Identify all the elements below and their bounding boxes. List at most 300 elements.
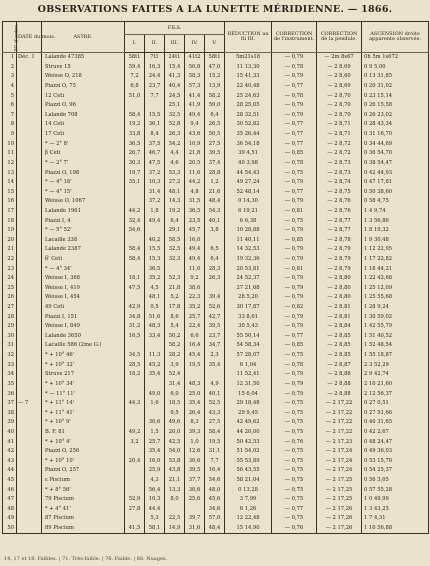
table-row (3, 514, 429, 524)
row-reduction: 29 9,45 (225, 409, 272, 419)
row-reduction: 57 28,07 (225, 351, 272, 361)
row-fil-5: 35,4 (205, 361, 225, 371)
row-fil-4: 49,4 (185, 255, 205, 265)
row-fil-2: 49,0 (145, 389, 165, 399)
row-fil-3: 6,4 (165, 216, 185, 226)
row-reduction: 6 1,04 (225, 361, 272, 371)
row-corr-pend: — 2 8,76 (317, 207, 362, 217)
row-fil-3: 6,0 (165, 389, 185, 399)
row-date (17, 72, 42, 82)
table-row (3, 168, 429, 178)
row-date (17, 111, 42, 121)
table-row (3, 72, 429, 82)
row-fil-5: 13,9 (205, 82, 225, 92)
row-corr-inst: — 0,79 (272, 389, 317, 399)
row-number: 11 (3, 149, 17, 159)
row-star: Piazzi I, 151 (42, 312, 125, 322)
table-row (3, 476, 429, 486)
row-ascension: 0 53 15,70 (362, 457, 429, 467)
row-reduction: 50 42,53 (225, 437, 272, 447)
row-fil-1: 41,5 (125, 524, 145, 534)
row-fil-4: 30,6 (185, 485, 205, 495)
row-ascension: 0 36 54,70 (362, 149, 429, 159)
row-fil-3: 19,2 (165, 207, 185, 217)
table-row (3, 178, 429, 188)
row-fil-1: 44,2 (125, 207, 145, 217)
row-fil-1: 36,5 (125, 139, 145, 149)
row-fil-2: 4,5 (145, 284, 165, 294)
row-fil-1: 7,2 (125, 72, 145, 82)
row-fil-4: 16,4 (185, 341, 205, 351)
table-row (3, 236, 429, 246)
row-fil-1: 58t1 (125, 53, 145, 63)
row-fil-1: 42,9 (125, 303, 145, 313)
row-star: Piazzi O, 96 (42, 101, 125, 111)
row-fil-1: 34,5 (125, 351, 145, 361)
row-date (17, 485, 42, 495)
row-fil-1: 30,3 (125, 159, 145, 169)
row-ascension: 1 28 9,24 (362, 303, 429, 313)
row-date (17, 149, 42, 159)
row-corr-inst: — 0,79 (272, 178, 317, 188)
row-fil-2: 40,2 (145, 236, 165, 246)
row-fil-3: 20,0 (165, 428, 185, 438)
row-number: 13 (3, 168, 17, 178)
row-fil-2: 45,2 (145, 361, 165, 371)
row-number: 4 (3, 82, 17, 92)
row-corr-pend: — 2 17,24 (317, 466, 362, 476)
row-fil-2 (145, 101, 165, 111)
row-fil-2: 30,6 (145, 418, 165, 428)
row-reduction: 12 31,50 (225, 380, 272, 390)
row-star: Piazzi I, 4 (42, 216, 125, 226)
row-corr-pend: — 2 17,24 (317, 447, 362, 457)
row-reduction: 55 53,89 (225, 457, 272, 467)
row-star: * + 11° 41' (42, 409, 125, 419)
row-corr-pend: — 2 17,22 (317, 409, 362, 419)
table-row (3, 207, 429, 217)
row-ascension: 1 55 18,87 (362, 351, 429, 361)
row-ascension: 0 9 5,00 (362, 63, 429, 73)
row-number: 39 (3, 418, 17, 428)
row-fil-4: 11,0 (185, 264, 205, 274)
row-ascension: 1 25 12,09 (362, 284, 429, 294)
row-fil-5: 26,5 (205, 120, 225, 130)
row-fil-2: 11,3 (145, 351, 165, 361)
row-fil-5: 39,5 (205, 322, 225, 332)
row-number: 36 (3, 389, 17, 399)
row-star: Weisse I, 419 (42, 284, 125, 294)
row-fil-1 (125, 101, 145, 111)
row-fil-4: 25,6 (185, 495, 205, 505)
row-number: 3 (3, 72, 17, 82)
row-fil-2: 37,2 (145, 168, 165, 178)
row-ascension: 0 28 43,34 (362, 120, 429, 130)
row-fil-4: 38,6 (185, 284, 205, 294)
row-fil-2 (145, 409, 165, 419)
row-fil-3: 54,2 (165, 139, 185, 149)
row-ascension: 1 22 42,68 (362, 274, 429, 284)
row-fil-3 (165, 264, 185, 274)
row-fil-4: 49,4 (185, 111, 205, 121)
row-ascension: 1 12 22,95 (362, 245, 429, 255)
row-date (17, 159, 42, 169)
row-fil-5: 34,7 (205, 341, 225, 351)
row-ascension: 0 58 4,75 (362, 197, 429, 207)
row-star: * + 4° 41' (42, 505, 125, 515)
row-star: * + 10° 9' (42, 418, 125, 428)
row-star: * — 2° 7' (42, 159, 125, 169)
row-fil-2: 15,5 (145, 111, 165, 121)
row-fil-4: 57,3 (185, 82, 205, 92)
row-fil-2: 25,9 (145, 466, 165, 476)
row-ascension: 1 9 30,48 (362, 236, 429, 246)
header-corr-inst: CORRECTION de l'instrument. (272, 22, 317, 53)
row-ascension: 1 17 22,82 (362, 255, 429, 265)
row-fil-4: 12,6 (185, 447, 205, 457)
table-row (3, 264, 429, 274)
row-number: 41 (3, 437, 17, 447)
row-corr-pend: — 2 17,23 (317, 437, 362, 447)
row-star: Lalande 708 (42, 111, 125, 121)
row-fil-5: 34,6 (205, 505, 225, 515)
row-number: 45 (3, 476, 17, 486)
row-corr-pend: — 2 8,70 (317, 111, 362, 121)
row-date (17, 370, 42, 380)
row-fil-1: 44,3 (125, 399, 145, 409)
row-fil-3: 50,2 (165, 332, 185, 342)
row-fil-1 (125, 476, 145, 486)
row-reduction: 24 52,37 (225, 274, 272, 284)
row-fil-2: 31,4 (145, 188, 165, 198)
row-fil-2: 0,5 (145, 303, 165, 313)
row-ascension: 0 38 54,47 (362, 159, 429, 169)
row-corr-pend: — 2 8,76 (317, 197, 362, 207)
row-date (17, 418, 42, 428)
row-fil-3: 3,9 (165, 361, 185, 371)
row-fil-3: 8,6 (165, 312, 185, 322)
row-fil-3: 24,5 (165, 91, 185, 101)
row-fil-2: 36,1 (145, 120, 165, 130)
row-corr-pend: — 2 8,88 (317, 380, 362, 390)
row-fil-3: 27,2 (165, 178, 185, 188)
row-ascension: 0 27 51,66 (362, 409, 429, 419)
row-fil-2: 10,3 (145, 495, 165, 505)
row-number: 34 (3, 370, 17, 380)
row-reduction: 12 22,48 (225, 514, 272, 524)
row-reduction: 6 6,38 (225, 216, 272, 226)
row-corr-pend: — 2 8,77 (317, 226, 362, 236)
row-corr-pend: — 2 8,74 (317, 178, 362, 188)
row-reduction: 54 58,34 (225, 341, 272, 351)
row-corr-pend: — 2 8,80 (317, 293, 362, 303)
table-row (3, 130, 429, 140)
row-fil-4: 23,5 (185, 216, 205, 226)
row-date (17, 63, 42, 73)
row-number: 12 (3, 159, 17, 169)
row-corr-pend: — 2 8,80 (317, 274, 362, 284)
row-date (17, 207, 42, 217)
row-fil-1 (125, 264, 145, 274)
row-reduction: 28 25,05 (225, 101, 272, 111)
row-corr-inst: — 0,81 (272, 264, 317, 274)
row-corr-pend: — 2 8,79 (317, 264, 362, 274)
row-fil-2 (145, 341, 165, 351)
row-fil-3 (165, 505, 185, 515)
row-date (17, 188, 42, 198)
row-fil-3: 58,5 (165, 236, 185, 246)
row-date (17, 505, 42, 515)
row-number: 32 (3, 351, 17, 361)
row-reduction: 28 5,20 (225, 293, 272, 303)
row-fil-3: 28,2 (165, 351, 185, 361)
row-number: 15 (3, 188, 17, 198)
row-fil-3: 32,5 (165, 245, 185, 255)
row-number: 31 (3, 341, 17, 351)
row-corr-inst: — 0,75 (272, 216, 317, 226)
row-date (17, 168, 42, 178)
row-date (17, 303, 42, 313)
row-corr-inst: — 0,79 (272, 111, 317, 121)
table-row (3, 188, 429, 198)
row-number: 49 (3, 514, 17, 524)
table-row (3, 226, 429, 236)
row-date (17, 293, 42, 303)
row-corr-pend: — 2 8,81 (317, 312, 362, 322)
row-fil-5: 28,8 (205, 168, 225, 178)
row-corr-pend: — 2 8,81 (317, 303, 362, 313)
row-fil-5: 54,6 (205, 476, 225, 486)
row-fil-5 (205, 236, 225, 246)
row-fil-5: 28,3 (205, 264, 225, 274)
row-date (17, 101, 42, 111)
row-fil-1 (125, 485, 145, 495)
row-star: * — 4° 15' (42, 188, 125, 198)
row-corr-inst: — 0,81 (272, 207, 317, 217)
row-fil-2 (145, 226, 165, 236)
header-fil-2: II. (145, 35, 165, 53)
row-fil-2: 37,2 (145, 197, 165, 207)
row-fil-1: 47,5 (125, 284, 145, 294)
row-corr-pend: — 2 8,70 (317, 91, 362, 101)
row-fil-5: 3,8 (205, 226, 225, 236)
row-corr-pend: — 2 8,85 (317, 351, 362, 361)
row-corr-pend: — 2 17,26 (317, 514, 362, 524)
table-row (3, 351, 429, 361)
table-row (3, 274, 429, 284)
header-fil-4: IV. (185, 35, 205, 53)
row-star: * + 10° 10' (42, 457, 125, 467)
header-date: DATE du mois. (17, 22, 42, 53)
row-date (17, 437, 42, 447)
row-star: * — 4° 34' (42, 264, 125, 274)
row-fil-3: 52,3 (165, 274, 185, 284)
row-fil-3: 24t1 (165, 53, 185, 63)
row-fil-5: 50,5 (205, 130, 225, 140)
row-fil-4: 49,4 (185, 245, 205, 255)
row-fil-4: 25,7 (185, 312, 205, 322)
row-corr-inst: — 0,75 (272, 168, 317, 178)
row-reduction: 27 21,68 (225, 284, 272, 294)
row-fil-2: 16,0 (145, 457, 165, 467)
row-number: 35 (3, 380, 17, 390)
row-star: Weisse I, 849 (42, 322, 125, 332)
row-reduction: 6 1,26 (225, 505, 272, 515)
table-row (3, 293, 429, 303)
header-num: N° d'ordre. (3, 22, 17, 53)
table-row (3, 495, 429, 505)
row-fil-1 (125, 447, 145, 457)
header-star: ASTRE. (42, 22, 125, 53)
row-number: 50 (3, 524, 17, 534)
row-ascension: 2 12 56,37 (362, 389, 429, 399)
row-date (17, 351, 42, 361)
row-corr-inst: — 0,77 (272, 188, 317, 198)
table-row (3, 457, 429, 467)
row-fil-2: 24,4 (145, 72, 165, 82)
row-star: Lacaille 338 (42, 236, 125, 246)
row-date (17, 476, 42, 486)
row-ascension: 1 10 56,88 (362, 524, 429, 534)
row-corr-inst: — 0,77 (272, 139, 317, 149)
row-fil-1: 51,0 (125, 91, 145, 101)
table-row (3, 159, 429, 169)
row-fil-3: 43,8 (165, 466, 185, 476)
row-corr-inst: — 0,79 (272, 101, 317, 111)
row-fil-1: 16,5 (125, 332, 145, 342)
row-date (17, 380, 42, 390)
row-corr-inst: — 0,75 (272, 447, 317, 457)
row-corr-pend: — 2 8,77 (317, 216, 362, 226)
row-corr-pend: — 2 17,25 (317, 485, 362, 495)
row-fil-3: 53,8 (165, 457, 185, 467)
row-ascension: 1 7 4,31 (362, 514, 429, 524)
row-ascension: 1 3 56,86 (362, 216, 429, 226)
row-reduction: 56 43,55 (225, 466, 272, 476)
row-number: 14 (3, 178, 17, 188)
table-row (3, 389, 429, 399)
header-reduction: RÉDUCTION au fil III. (225, 22, 272, 53)
row-fil-2: 1,8 (145, 207, 165, 217)
row-fil-4: 50,8 (185, 63, 205, 73)
row-fil-1: 3,2 (125, 437, 145, 447)
table-body (3, 53, 429, 534)
header-fil-1: I. (125, 35, 145, 53)
row-fil-3: 4,6 (165, 159, 185, 169)
header-fils: FILS. (125, 22, 225, 35)
row-reduction: 29 18,48 (225, 399, 272, 409)
row-ascension: 0 20 31,02 (362, 82, 429, 92)
header-fil-5: V. (205, 35, 225, 53)
row-fil-4 (185, 370, 205, 380)
table-row (3, 322, 429, 332)
row-fil-3: 42,5 (165, 437, 185, 447)
table-row (3, 63, 429, 73)
row-fil-3: 29,1 (165, 226, 185, 236)
row-fil-3: 32,3 (165, 255, 185, 265)
row-number: 25 (3, 284, 17, 294)
row-fil-4: 41,9 (185, 101, 205, 111)
row-fil-4: 26,4 (185, 409, 205, 419)
row-fil-3: 18,5 (165, 399, 185, 409)
row-fil-5 (205, 284, 225, 294)
row-fil-2: 37,5 (145, 139, 165, 149)
row-star: Weisse I, 454 (42, 293, 125, 303)
row-reduction: 11 13,30 (225, 63, 272, 73)
row-corr-pend: — 2 17,22 (317, 399, 362, 409)
row-corr-pend: — 2 17,22 (317, 418, 362, 428)
row-date (17, 236, 42, 246)
row-date (17, 524, 42, 534)
row-corr-inst: — 0,75 (272, 418, 317, 428)
row-corr-inst: — 0,79 (272, 255, 317, 265)
row-corr-pend: — 2 8,79 (317, 255, 362, 265)
row-number: 33 (3, 361, 17, 371)
row-reduction: 15 14,90 (225, 524, 272, 534)
row-fil-4: 44,2 (185, 178, 205, 188)
row-fil-2: 16,3 (145, 63, 165, 73)
row-fil-5: 6,4 (205, 255, 225, 265)
row-star: * — 2° 8' (42, 139, 125, 149)
row-fil-2: 51,6 (145, 312, 165, 322)
row-star: Struve 217 (42, 370, 125, 380)
row-fil-2: 48,3 (145, 322, 165, 332)
row-corr-pend: — 2 8,72 (317, 149, 362, 159)
row-ascension: 0 27 0,51 (362, 399, 429, 409)
row-fil-1: 18,2 (125, 370, 145, 380)
row-fil-1: 35,1 (125, 178, 145, 188)
row-corr-pend: — 2 8,71 (317, 120, 362, 130)
row-date (17, 341, 42, 351)
observations-table (2, 21, 429, 534)
row-fil-2: 35,4 (145, 447, 165, 457)
row-corr-pend: — 2 17,26 (317, 524, 362, 534)
row-fil-2: 25,7 (145, 437, 165, 447)
row-fil-3: 32,5 (165, 111, 185, 121)
row-fil-1 (125, 514, 145, 524)
row-corr-inst: — 0,75 (272, 457, 317, 467)
row-fil-2: 47,5 (145, 159, 165, 169)
row-fil-5: 2,3 (205, 351, 225, 361)
row-fil-5 (205, 370, 225, 380)
table-row (3, 418, 429, 428)
row-ascension: 0 42 44,93 (362, 168, 429, 178)
row-number: 10 (3, 139, 17, 149)
row-star: Piazzi O, 75 (42, 82, 125, 92)
row-fil-3: 26,3 (165, 130, 185, 140)
row-fil-5: 27,5 (205, 139, 225, 149)
row-ascension: 2 9 42,74 (362, 370, 429, 380)
row-corr-pend: — 2m 8s67 (317, 53, 362, 63)
table-row (3, 380, 429, 390)
row-star: * + 10° 46' (42, 351, 125, 361)
row-date (17, 466, 42, 476)
row-date (17, 197, 42, 207)
row-ascension: 0 31 16,70 (362, 130, 429, 140)
row-corr-inst: — 0,75 (272, 476, 317, 486)
row-corr-pend: — 2 8,73 (317, 168, 362, 178)
row-date (17, 332, 42, 342)
row-fil-4: 41,4 (185, 91, 205, 101)
row-reduction: 49 27,24 (225, 178, 272, 188)
row-fil-2: 15,3 (145, 255, 165, 265)
row-corr-inst: — 0,85 (272, 341, 317, 351)
row-fil-3: 53,3 (165, 168, 185, 178)
row-fil-1: 58,4 (125, 245, 145, 255)
row-corr-pend: — 2 8,88 (317, 389, 362, 399)
row-corr-pend: — 2 17,22 (317, 428, 362, 438)
table-row (3, 524, 429, 534)
